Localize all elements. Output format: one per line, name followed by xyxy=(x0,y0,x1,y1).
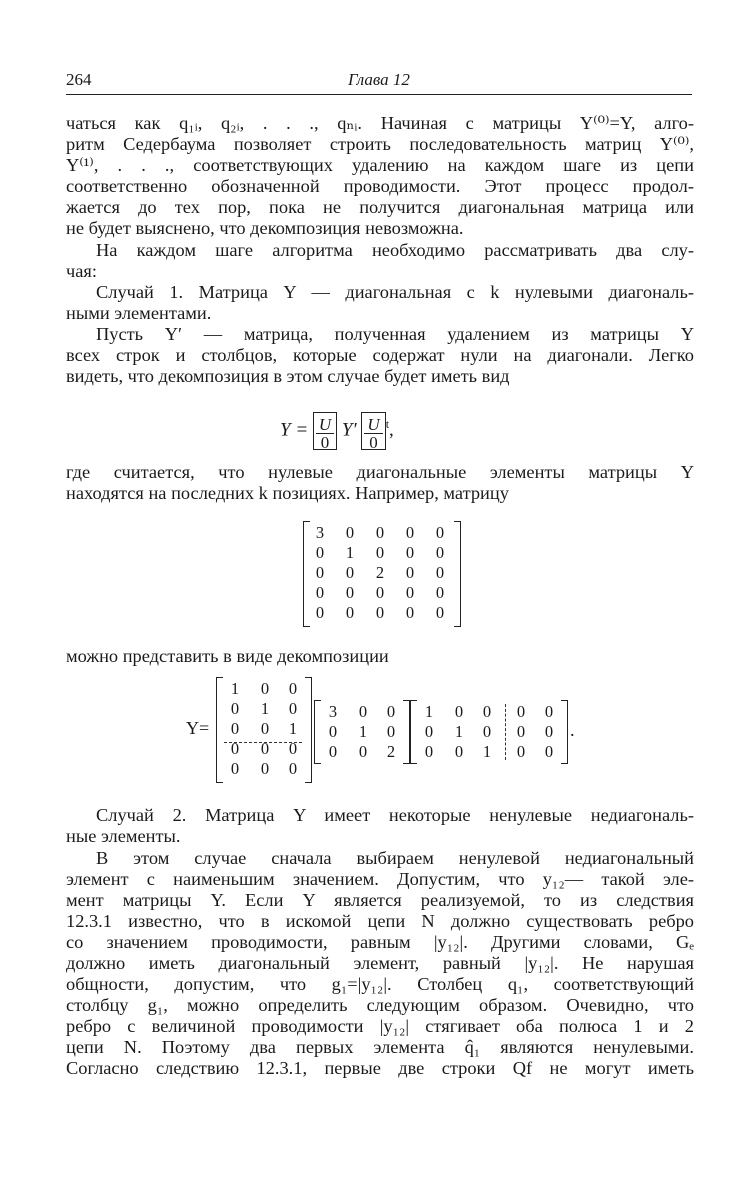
case-1-heading xyxy=(66,282,694,324)
text-line: На каждом шаге алгоритма необходимо рассматривать два слу- xyxy=(96,240,694,260)
text-line: жается до тех пор, пока не получится диагональная матрица или xyxy=(66,197,694,217)
matrix-cell: 0 xyxy=(516,722,526,741)
block-u-zero xyxy=(313,412,337,453)
matrix-cell: 0 xyxy=(405,583,415,602)
matrix-cell: 0 xyxy=(345,583,355,602)
matrix-cell: 0 xyxy=(424,742,434,761)
matrix-cell: 0 xyxy=(358,742,368,761)
matrix-cell: 0 xyxy=(315,543,325,562)
text-line: должно иметь диагональный элемент, равный |y₁₂|. Не нарушая xyxy=(66,953,694,973)
matrix-cell: 0 xyxy=(435,543,445,562)
matrix-b xyxy=(314,700,410,764)
matrix-cell: 0 xyxy=(375,543,385,562)
matrix-cell: 0 xyxy=(375,583,385,602)
matrix-cell: 0 xyxy=(435,523,445,542)
matrix-cell: 0 xyxy=(544,702,554,721)
text-line: видеть, что декомпозиция в этом случае будет иметь вид xyxy=(66,366,510,386)
matrix-cell: 0 xyxy=(288,699,298,718)
text-line: столбцу g₁, можно определить следующим образом. Очевидно, что xyxy=(66,995,694,1015)
text-line: со значением проводимости, равным |y₁₂|. Другими словами, Gₑ xyxy=(66,932,694,952)
matrix-cell: 0 xyxy=(482,702,492,721)
formula-comma: , xyxy=(389,419,394,441)
text-line: где считается, что нулевые диагональные элементы матрицы Y xyxy=(66,462,694,482)
matrix-cell: 0 xyxy=(405,543,415,562)
matrix-cell: 0 xyxy=(516,702,526,721)
matrix-cell: 1 xyxy=(424,702,434,721)
matrix-cell: 0 xyxy=(375,523,385,542)
matrix-cell: 3 xyxy=(315,523,325,542)
matrix-cell: 0 xyxy=(230,719,240,738)
matrix-cell: 0 xyxy=(345,603,355,622)
matrix-cell: 0 xyxy=(260,739,270,758)
matrix-a-partition xyxy=(224,742,302,743)
paragraph-two-cases xyxy=(66,240,694,282)
matrix-cell: 0 xyxy=(260,679,270,698)
matrix-cell: 0 xyxy=(230,759,240,778)
matrix-cell: 0 xyxy=(435,563,445,582)
text-line: ребро с величиной проводимости |y₁₂| стягивает оба полюса 1 и 2 xyxy=(66,1016,694,1036)
matrix-cell: 0 xyxy=(544,742,554,761)
text-line: Согласно следствию 12.3.1, первые две строки Qf не могут иметь xyxy=(66,1058,694,1078)
matrix-cell: 0 xyxy=(405,523,415,542)
matrix-cell: 0 xyxy=(288,759,298,778)
matrix-cell: 0 xyxy=(386,702,396,721)
matrix-cell: 1 xyxy=(260,699,270,718)
text-line: чаться как q₁ᵢ, q₂ᵢ, . . ., qₙᵢ. Начиная с матрицы Y⁽⁰⁾=Y, алго- xyxy=(66,113,694,133)
matrix-cell: 0 xyxy=(288,739,298,758)
matrix-cell: 0 xyxy=(482,722,492,741)
matrix-cell: 0 xyxy=(315,563,325,582)
matrix-cell: 0 xyxy=(454,742,464,761)
formula-zero: 0 xyxy=(369,433,378,453)
text-line: Y⁽¹⁾, . . ., соответствующих удалению на каждом шаге из цепи xyxy=(66,155,694,175)
matrix-cell: 1 xyxy=(358,722,368,741)
matrix-cell: 0 xyxy=(260,759,270,778)
text-line: соответственно обозначенной проводимости. Этот процесс продол- xyxy=(66,176,694,196)
matrix-cell: 0 xyxy=(405,563,415,582)
matrix-cell: 1 xyxy=(230,679,240,698)
text-line: мент матрицы Y. Если Y является реализуемой, то из следствия xyxy=(66,890,694,910)
page-number: 264 xyxy=(66,70,92,89)
text-line: В этом случае сначала выбираем ненулевой недиагональный xyxy=(96,848,694,868)
paragraph-y-prime xyxy=(66,324,694,387)
paragraph-example xyxy=(66,462,694,504)
matrix-cell: 0 xyxy=(386,722,396,741)
matrix-cell: 0 xyxy=(288,679,298,698)
text-line: ритм Седербаума позволяет строить последовательность матриц Y⁽⁰⁾, xyxy=(66,134,694,154)
matrix-cell: 0 xyxy=(328,742,338,761)
matrix-cell: 1 xyxy=(454,722,464,741)
matrix-cell: 0 xyxy=(435,583,445,602)
text-line: Пусть Y′ — матрица, полученная удалением из матрицы Y xyxy=(96,324,694,344)
matrix-cell: 2 xyxy=(375,563,385,582)
text-line: Случай 2. Матрица Y имеет некоторые ненулевые недиагональ- xyxy=(96,805,694,825)
formula-y-prime: Y′ xyxy=(341,419,357,441)
formula-u: U xyxy=(318,415,332,435)
block-u-zero-t xyxy=(361,412,385,453)
matrix-cell: 0 xyxy=(358,702,368,721)
text-line: 12.3.1 известно, что в искомой цепи N должно существовать ребро xyxy=(66,911,694,931)
text-line: чая: xyxy=(66,261,97,281)
matrix-cell: 0 xyxy=(328,722,338,741)
matrix-c xyxy=(410,700,568,764)
formula-zero: 0 xyxy=(320,433,330,453)
paragraph-decomposition-intro xyxy=(66,646,694,667)
text-line: ные элементы. xyxy=(66,826,181,846)
matrix-cell: 0 xyxy=(375,603,385,622)
case-2-heading xyxy=(66,805,694,847)
text-line: не будет выяснено, что декомпозиция невозможна. xyxy=(66,218,464,238)
matrix-cell: 0 xyxy=(405,603,415,622)
matrix-cell: 0 xyxy=(315,603,325,622)
matrix-cell: 0 xyxy=(345,523,355,542)
transpose-mark: t xyxy=(385,417,390,431)
matrix-cell: 0 xyxy=(260,719,270,738)
formula-lhs: Y = xyxy=(280,419,309,441)
matrix-cell: 0 xyxy=(345,563,355,582)
matrix-cell: 1 xyxy=(482,742,492,761)
matrix-cell: 0 xyxy=(516,742,526,761)
text-line: Случай 1. Матрица Y — диагональная с k нулевыми диагональ- xyxy=(96,282,694,302)
matrix-cell: 0 xyxy=(435,603,445,622)
matrix-cell: 0 xyxy=(454,702,464,721)
example-matrix xyxy=(303,521,461,627)
running-title: Глава 12 xyxy=(348,70,410,89)
matrix-cell: 1 xyxy=(288,719,298,738)
text-line: всех строк и столбцов, которые содержат нули на диагонали. Легко xyxy=(66,345,694,365)
matrix-cell: 3 xyxy=(328,702,338,721)
decomp-lhs: Y= xyxy=(186,718,210,738)
paragraph-case-2 xyxy=(66,848,694,1079)
text-line: можно представить в виде декомпозиции xyxy=(66,646,389,666)
text-line: ными элементами. xyxy=(66,303,212,323)
text-line: элемент с наименьшим значением. Допустим, что y₁₂— такой эле- xyxy=(66,869,694,889)
formula-decomposition xyxy=(280,404,394,453)
matrix-cell: 0 xyxy=(544,722,554,741)
paragraph-intro xyxy=(66,113,694,239)
matrix-c-partition xyxy=(505,704,506,760)
text-line: находятся на последних k позициях. Например, матрицу xyxy=(66,483,509,503)
matrix-cell: 0 xyxy=(230,739,240,758)
matrix-cell: 0 xyxy=(230,699,240,718)
matrix-cell: 0 xyxy=(424,722,434,741)
matrix-cell: 2 xyxy=(386,742,396,761)
matrix-cell: 1 xyxy=(345,543,355,562)
text-line: цепи N. Поэтому два первых элемента q̂₁ являются ненулевыми. xyxy=(66,1037,694,1057)
decomp-period: . xyxy=(570,720,575,740)
page-header xyxy=(66,70,692,95)
formula-u: U xyxy=(367,415,380,435)
matrix-a xyxy=(216,677,312,783)
matrix-cell: 0 xyxy=(315,583,325,602)
text-line: общности, допустим, что g₁=|y₁₂|. Столбец q₁, соответствующий xyxy=(66,974,694,994)
